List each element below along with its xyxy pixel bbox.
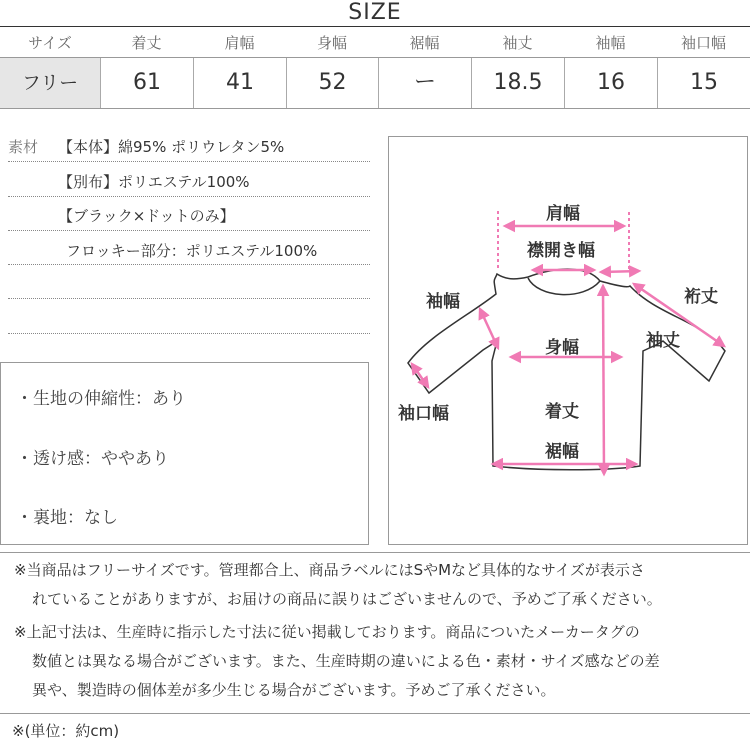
property-sheerness: ・透け感：ややあり (16, 449, 169, 469)
cell-size: フリー (0, 58, 100, 108)
note-measure-2: 数値とは異なる場合がございます。また、生産時期の違いによる色・素材・サイズ感などの差 (32, 652, 660, 670)
label-katahaba: 肩幅 (546, 204, 580, 224)
cell-sodehaba: 16 (564, 58, 657, 108)
divider (8, 230, 370, 231)
cell-sodeguchi: 15 (657, 58, 750, 108)
label-kitake: 着丈 (545, 402, 579, 422)
material-line: フロッキー部分：ポリエステル100% (66, 242, 318, 260)
label-sodeguchi: 袖口幅 (398, 404, 449, 424)
material-line: 【別布】ポリエステル100% (58, 173, 250, 191)
note-measure-1: ※上記寸法は、生産時に指示した寸法に従い掲載しております。商品についたメーカータグの (14, 623, 640, 641)
size-table-row (0, 57, 750, 109)
label-susohaba: 裾幅 (545, 442, 579, 462)
property-stretch: ・生地の伸縮性：あり (16, 389, 186, 409)
cell-mihaba: 52 (286, 58, 378, 108)
divider (8, 298, 370, 299)
note-unit: ※(単位：約cm) (12, 722, 120, 740)
header-kitake: 着丈 (131, 34, 162, 52)
cell-susohaba: ー (378, 58, 471, 108)
cell-kitake: 61 (100, 58, 193, 108)
header-size: サイズ (28, 34, 72, 52)
note-free-size-1: ※当商品はフリーサイズです。管理都合上、商品ラベルにはSやMなど具体的なサイズが表示さ (14, 561, 645, 579)
divider (0, 552, 750, 553)
note-measure-3: 異や、製造時の個体差が多少生じる場合がございます。予めご了承ください。 (32, 681, 556, 699)
divider (8, 161, 370, 162)
label-yukitake: 裄丈 (684, 287, 718, 307)
material-label: 素材 (8, 138, 39, 156)
label-mihaba: 身幅 (545, 338, 579, 358)
label-sodetake: 袖丈 (646, 331, 680, 351)
title-divider (0, 26, 750, 27)
header-sodehaba: 袖幅 (595, 34, 626, 52)
header-katahaba: 肩幅 (224, 34, 255, 52)
material-line: 【ブラック×ドットのみ】 (58, 207, 235, 225)
cell-sodetake: 18.5 (471, 58, 564, 108)
header-mihaba: 身幅 (316, 34, 347, 52)
note-free-size-2: れていることがありますが、お届けの商品に誤りはございませんので、予めご了承ください。 (32, 590, 662, 608)
header-sodeguchi: 袖口幅 (680, 34, 726, 52)
label-sodehaba: 袖幅 (426, 292, 460, 312)
size-title: SIZE (348, 0, 402, 25)
cell-katahaba: 41 (193, 58, 286, 108)
label-erihaba: 襟開き幅 (527, 241, 595, 261)
size-table-header (0, 30, 750, 56)
header-sodetake: 袖丈 (502, 34, 533, 52)
divider (8, 196, 370, 197)
material-line: 【本体】綿95% ポリウレタン5% (58, 138, 285, 156)
property-lining: ・裏地：なし (16, 508, 118, 528)
divider (0, 713, 750, 714)
header-susohaba: 裾幅 (409, 34, 440, 52)
divider (8, 264, 370, 265)
divider (8, 333, 370, 334)
